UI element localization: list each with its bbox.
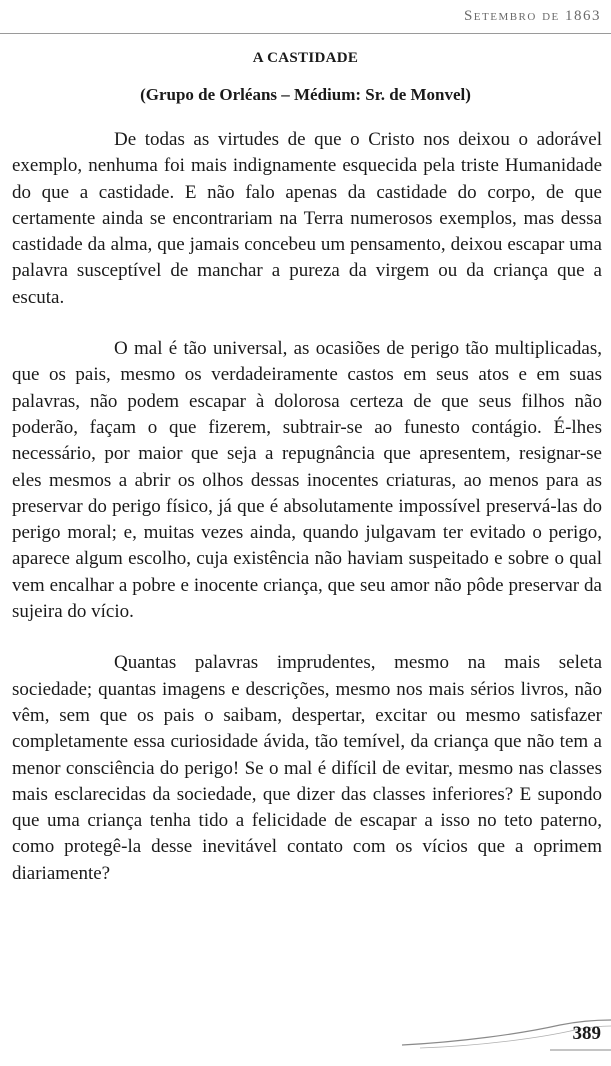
page-number: 389 (572, 1023, 601, 1044)
article-title: A CASTIDADE (252, 50, 359, 66)
article-body (12, 127, 602, 912)
paragraph: De todas as virtudes de que o Cristo nos deixou o adorável exemplo, nenhuma foi mais indignamente esquecida pela triste Humanidade do que a castidade. E não falo apenas da castidade do corpo, de que certamente ainda se encontrariam na Terra numerosos exemplos, mas dessa castidade da alma, que jamais concebeu um pensamento, deixou escapar uma palavra susceptível de manchar a pureza da virgem ou da criança que a escuta. (12, 129, 602, 308)
article-subtitle: (Grupo de Orléans – Médium: Sr. de Monvel) (140, 85, 471, 104)
running-head: Setembro de 1863 (463, 8, 601, 24)
paragraph: O mal é tão universal, as ocasiões de perigo tão multiplicadas, que os pais, mesmo os verdadeiramente castos em seus atos e em suas palavras, não podem escapar à dolorosa certeza de que seus filhos não poderão, façam o que fizerem, subtrair-se ao funesto contágio. É-lhes necessário, por maior que seja a repugnância que apresentem, resignar-se eles mesmos a abrir os olhos dessas inocentes criaturas, ao menos para as preservar do perigo físico, já que é absolutamente impossível preservá-las do perigo moral; e, muitas vezes ainda, quando julgavam ter evitado o perigo, aparece algum escolho, cuja existência não haviam suspeitado e sobre o qual vem encalhar a pobre e inocente criança, que seu amor não pôde preservar da sujeira do vício. (12, 338, 602, 623)
header-rule (0, 33, 611, 34)
paragraph: Quantas palavras imprudentes, mesmo na mais seleta sociedade; quantas imagens e descrições, mesmo nos mais sérios livros, não vêm, sem que os pais o saibam, despertar, excitar ou mesmo satisfazer completamente essa curiosidade ávida, tão temível, da criança que não tem a menor consciência do perigo! Se o mal é difícil de evitar, mesmo nas classes mais esclarecidas da sociedade, que dizer das classes inferiores? E supondo que uma criança tenha tido a felicidade de escapar a isso no teto paterno, como protegê-la desse inevitável contato com os vícios que a oprimem diariamente? (12, 652, 602, 884)
